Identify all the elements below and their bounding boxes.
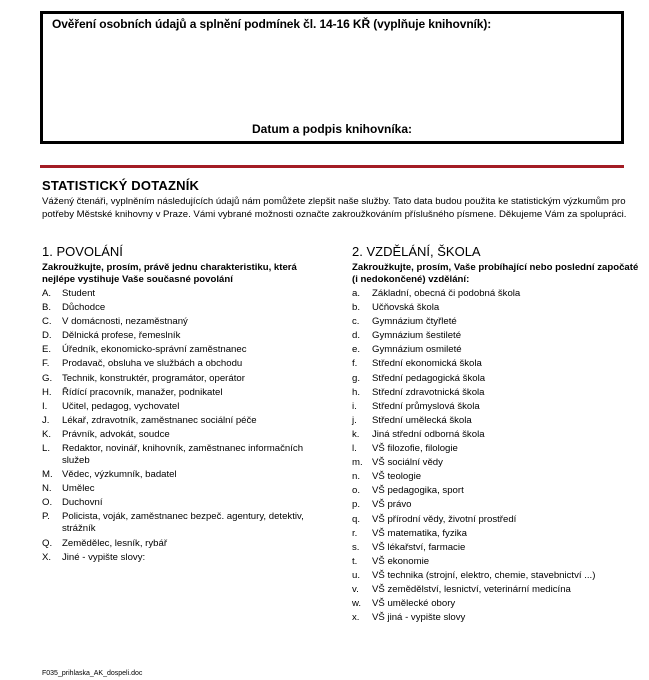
option-label: Jiné - vypište slovy:: [62, 551, 146, 563]
option-letter[interactable]: s.: [352, 541, 360, 553]
option-letter[interactable]: H.: [42, 386, 52, 398]
option-label: Řídící pracovník, manažer, podnikatel: [62, 386, 223, 398]
option-letter[interactable]: u.: [352, 569, 361, 581]
option-label: Duchovní: [62, 497, 103, 509]
education-option[interactable]: [352, 457, 642, 469]
education-option[interactable]: [352, 485, 642, 497]
option-letter[interactable]: Q.: [42, 537, 53, 549]
education-option[interactable]: [352, 542, 642, 554]
option-label: VŠ právo: [372, 499, 412, 511]
survey-title: STATISTICKÝ DOTAZNÍK: [42, 178, 200, 193]
option-letter[interactable]: k.: [352, 428, 360, 440]
occupation-option[interactable]: [42, 497, 312, 509]
option-letter[interactable]: h.: [352, 386, 361, 398]
option-label: Jiná střední odborná škola: [372, 428, 485, 440]
option-label: VŠ umělecké obory: [372, 598, 456, 610]
education-option[interactable]: [352, 302, 642, 314]
occupation-option[interactable]: [42, 538, 312, 550]
option-letter[interactable]: j.: [352, 414, 357, 426]
education-option[interactable]: [352, 358, 642, 370]
option-letter[interactable]: M.: [42, 469, 53, 481]
survey-intro: Vážený čtenáři, vyplněním následujících údajů nám pomůžete zlepšit naše služby. Tato data budou použita ke statistickým výzkumům pro potřeby Městské knihovny v Praze. Vámi vybrané možnosti označte zakroužkováním příslušného písmene. Děkujeme Vám za spolupráci.: [42, 196, 627, 220]
occupation-option[interactable]: [42, 344, 312, 356]
option-letter[interactable]: a.: [352, 288, 361, 299]
option-label: VŠ pedagogika, sport: [372, 485, 464, 497]
occupation-option[interactable]: [42, 316, 312, 328]
education-option[interactable]: [352, 387, 642, 399]
option-letter[interactable]: c.: [352, 316, 360, 328]
occupation-option[interactable]: [42, 469, 312, 481]
option-letter[interactable]: q.: [352, 513, 361, 525]
option-letter[interactable]: e.: [352, 344, 361, 356]
option-label: Zemědělec, lesník, rybář: [62, 537, 168, 549]
option-letter[interactable]: m.: [352, 457, 363, 469]
option-letter[interactable]: b.: [352, 302, 361, 314]
education-option[interactable]: [352, 330, 642, 342]
signature-label: Datum a podpis knihovníka:: [251, 122, 413, 136]
education-option[interactable]: [352, 344, 642, 356]
option-letter[interactable]: o.: [352, 485, 361, 497]
option-label: VŠ jiná - vypište slovy: [372, 612, 466, 624]
option-label: VŠ lékařství, farmacie: [372, 541, 466, 553]
occupation-option[interactable]: [42, 302, 312, 314]
option-letter[interactable]: J.: [42, 414, 50, 426]
option-letter[interactable]: n.: [352, 471, 361, 483]
option-letter[interactable]: X.: [42, 551, 52, 563]
occupation-title: 1. POVOLÁNÍ: [42, 244, 123, 259]
option-label: Úředník, ekonomicko-správní zaměstnanec: [62, 344, 247, 356]
education-option[interactable]: [352, 471, 642, 483]
option-label: Střední průmyslová škola: [372, 400, 480, 412]
option-label: Učňovská škola: [372, 302, 440, 314]
occupation-option[interactable]: [42, 552, 312, 564]
option-letter[interactable]: f.: [352, 358, 358, 370]
education-option[interactable]: [352, 373, 642, 385]
option-letter[interactable]: E.: [42, 344, 52, 356]
option-letter[interactable]: P.: [42, 511, 50, 523]
occupation-option[interactable]: [42, 330, 312, 342]
option-letter[interactable]: F.: [42, 358, 50, 370]
education-option[interactable]: [352, 612, 642, 624]
education-title: 2. VZDĚLÁNÍ, ŠKOLA: [352, 244, 481, 259]
option-letter[interactable]: l.: [352, 443, 357, 455]
option-label: Gymnázium osmileté: [372, 344, 462, 356]
option-label: Umělec: [62, 483, 95, 495]
education-option[interactable]: [352, 288, 642, 300]
option-label: Právník, advokát, soudce: [62, 428, 170, 440]
occupation-option[interactable]: [42, 415, 312, 427]
education-option[interactable]: [352, 443, 642, 455]
option-letter[interactable]: g.: [352, 372, 361, 384]
option-label: VŠ filozofie, filologie: [372, 443, 458, 455]
option-label: Učitel, pedagog, vychovatel: [62, 400, 180, 412]
option-letter[interactable]: w.: [352, 598, 362, 610]
verification-title: Ověření osobních údajů a splnění podmínek čl. 14-16 KŘ (vyplňuje knihovník):: [52, 17, 492, 31]
option-letter[interactable]: t.: [352, 555, 358, 567]
option-letter[interactable]: O.: [42, 497, 53, 509]
option-label: Gymnázium šestileté: [372, 330, 462, 342]
option-label: VŠ matematika, fyzika: [372, 527, 467, 539]
education-option[interactable]: [352, 401, 642, 413]
education-option[interactable]: [352, 528, 642, 540]
education-option[interactable]: [352, 556, 642, 568]
librarian-verification-box: [40, 11, 624, 144]
education-options: [352, 288, 642, 624]
option-label: V domácnosti, nezaměstnaný: [62, 316, 188, 328]
occupation-option[interactable]: [42, 443, 312, 467]
education-option[interactable]: [352, 598, 642, 610]
option-label: VŠ ekonomie: [372, 555, 430, 567]
option-letter[interactable]: i.: [352, 400, 357, 412]
option-label: VŠ teologie: [372, 471, 422, 483]
education-instructions: Zakroužkujte, prosím, Vaše probíhající nebo poslední započaté (i nedokončené) vzdělání:: [352, 262, 639, 285]
option-label: Student: [62, 288, 96, 299]
option-letter[interactable]: G.: [42, 372, 53, 384]
option-letter[interactable]: A.: [42, 288, 52, 299]
option-letter[interactable]: I.: [42, 400, 48, 412]
option-label: Policista, voják, zaměstnanec bezpeč. agentury, detektiv, strážník: [62, 511, 304, 535]
occupation-section: [42, 243, 312, 566]
option-letter[interactable]: v.: [352, 583, 359, 595]
option-label: Vědec, výzkumník, badatel: [62, 469, 177, 481]
occupation-option[interactable]: [42, 288, 312, 300]
occupation-option[interactable]: [42, 429, 312, 441]
option-label: VŠ sociální vědy: [372, 457, 443, 469]
option-label: Střední umělecká škola: [372, 414, 472, 426]
option-label: VŠ technika (strojní, elektro, chemie, stavebnictví ...): [372, 569, 596, 581]
occupation-option[interactable]: [42, 373, 312, 385]
education-option[interactable]: [352, 514, 642, 526]
education-option[interactable]: [352, 584, 642, 596]
document-filename: F035_prihlaska_AK_dospeli.doc: [42, 670, 143, 677]
option-label: Technik, konstruktér, programátor, operátor: [62, 372, 245, 384]
option-letter[interactable]: D.: [42, 330, 52, 342]
option-label: Střední zdravotnická škola: [372, 386, 485, 398]
occupation-option[interactable]: [42, 511, 312, 535]
option-label: Základní, obecná či podobná škola: [372, 288, 521, 299]
option-label: VŠ zemědělství, lesnictví, veterinární medicína: [372, 583, 571, 595]
occupation-option[interactable]: [42, 387, 312, 399]
education-option[interactable]: [352, 499, 642, 511]
option-label: Lékař, zdravotník, zaměstnanec sociální péče: [62, 414, 257, 426]
education-section: [352, 243, 642, 626]
option-letter[interactable]: p.: [352, 499, 361, 511]
section-divider: [40, 165, 624, 168]
option-letter[interactable]: d.: [352, 330, 361, 342]
education-option[interactable]: [352, 429, 642, 441]
occupation-instructions: Zakroužkujte, prosím, právě jednu charakteristiku, která nejlépe vystihuje Vaše současné povolání: [42, 262, 297, 285]
option-label: Dělnická profese, řemeslník: [62, 330, 181, 342]
option-label: Střední pedagogická škola: [372, 372, 486, 384]
education-option[interactable]: [352, 316, 642, 328]
option-letter[interactable]: L.: [42, 443, 51, 455]
education-option[interactable]: [352, 570, 642, 582]
option-letter[interactable]: x.: [352, 612, 360, 624]
option-label: Důchodce: [62, 302, 106, 314]
option-label: Prodavač, obsluha ve službách a obchodu: [62, 358, 243, 370]
option-letter[interactable]: K.: [42, 428, 52, 440]
option-letter[interactable]: C.: [42, 316, 52, 328]
option-label: Redaktor, novinář, knihovník, zaměstnanec informačních služeb: [62, 443, 304, 467]
option-label: Gymnázium čtyřleté: [372, 316, 457, 328]
occupation-options: [42, 288, 312, 564]
occupation-option[interactable]: [42, 401, 312, 413]
occupation-option[interactable]: [42, 358, 312, 370]
option-label: VŠ přírodní vědy, životní prostředí: [372, 513, 517, 525]
option-label: Střední ekonomická škola: [372, 358, 482, 370]
option-letter[interactable]: r.: [352, 527, 358, 539]
education-option[interactable]: [352, 415, 642, 427]
option-letter[interactable]: N.: [42, 483, 52, 495]
option-letter[interactable]: B.: [42, 302, 52, 314]
occupation-option[interactable]: [42, 483, 312, 495]
